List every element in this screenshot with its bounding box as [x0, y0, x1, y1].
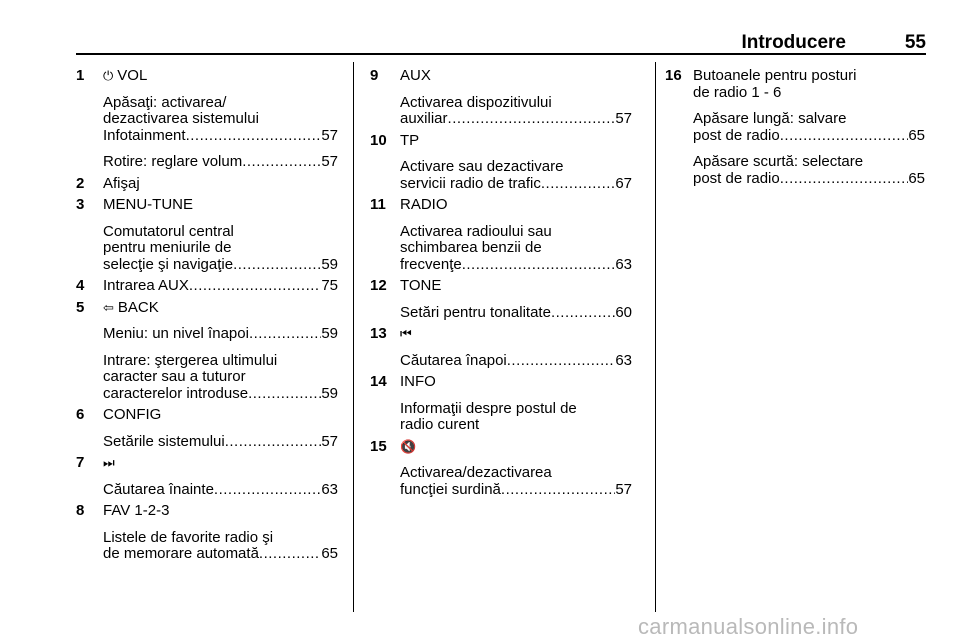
item-description: Căutarea înainte ..... 63 — [103, 482, 338, 499]
page-ref: 57 — [321, 153, 338, 170]
seek-backward-icon: ⏮ — [400, 326, 412, 341]
item-number: 1 — [76, 67, 85, 84]
item-label: Butoanele pentru posturi — [693, 67, 857, 84]
list-item — [76, 197, 338, 273]
power-icon: ⏻ — [103, 68, 114, 83]
column-divider — [655, 62, 656, 612]
item-number: 9 — [370, 67, 379, 84]
list-item — [370, 133, 632, 193]
item-label: de radio 1 - 6 — [693, 83, 782, 101]
item-description: Activare sau dezactivare servicii radio de trafic ..... 67 — [400, 159, 632, 192]
item-description: Meniu: un nivel înapoi ..... 59 — [103, 326, 338, 343]
mute-icon: 🔇 — [400, 438, 417, 454]
item-label: FAV 1-2-3 — [103, 502, 170, 519]
item-number: 7 — [76, 454, 85, 471]
item-description: Rotire: reglare volum ..... 57 — [103, 154, 338, 171]
item-number: 3 — [76, 196, 85, 213]
page-ref: 57 — [321, 432, 338, 450]
list-item — [370, 68, 632, 128]
item-description: Apăsare lungă: salvare post de radio ..... 65 — [693, 111, 925, 144]
page-ref: 67 — [615, 174, 632, 192]
item-label: CONFIG — [103, 406, 162, 423]
column-3 — [665, 68, 925, 192]
column-1 — [76, 68, 338, 568]
list-item — [370, 374, 632, 434]
item-number: 2 — [76, 174, 85, 192]
list-item — [370, 326, 632, 369]
page-ref: 75 — [321, 277, 338, 294]
list-item — [76, 407, 338, 450]
item-description: Intrare: ştergerea ultimului caracter sau a tuturor caracterelor introduse ..... 59 — [103, 353, 338, 403]
page-header — [76, 32, 926, 53]
item-description: Informaţii despre postul de radio curent — [400, 399, 577, 433]
item-number: 12 — [370, 277, 387, 294]
list-item — [76, 68, 338, 171]
watermark: carmanualsonline.info — [638, 614, 859, 639]
item-label: MENU-TUNE — [103, 196, 193, 213]
list-item — [665, 68, 925, 187]
item-label: ⏻ VOL — [103, 67, 148, 84]
seek-forward-icon: ⏭ — [103, 455, 115, 470]
item-label: TONE — [400, 277, 442, 294]
item-label: INFO — [400, 373, 436, 390]
item-label — [400, 439, 632, 456]
item-description: Setările sistemului ..... 57 — [103, 434, 338, 451]
list-item — [370, 439, 632, 499]
list-item: 4 Intrarea AUX ..... 75 — [76, 278, 338, 295]
page-ref: 65 — [908, 126, 925, 144]
item-label: Afişaj — [103, 174, 140, 192]
item-number: 13 — [370, 325, 387, 342]
item-description: Activarea radioului sau schimbarea benzii de frecvenţe ..... 63 — [400, 224, 632, 274]
item-label: AUX — [400, 67, 431, 84]
page-ref: 63 — [321, 480, 338, 498]
list-item — [76, 503, 338, 563]
item-description: Apăsaţi: activarea/ dezactivarea sistemului Infotainment ..... 57 — [103, 95, 338, 145]
item-label — [400, 326, 632, 343]
page-ref: 60 — [615, 303, 632, 321]
item-description: Activarea dispozitivului auxiliar ..... 57 — [400, 95, 632, 128]
item-description: Căutarea înapoi ..... 63 — [400, 353, 632, 370]
item-description: Listele de favorite radio şi de memorare automată ..... 65 — [103, 530, 338, 563]
item-number: 10 — [370, 131, 387, 149]
header-divider — [76, 53, 926, 55]
item-number: 15 — [370, 437, 387, 455]
item-number: 14 — [370, 373, 387, 390]
item-description: Activarea/dezactivarea funcţiei surdină ..... 57 — [400, 465, 632, 498]
item-number: 6 — [76, 406, 85, 423]
item-number: 8 — [76, 502, 85, 519]
item-description: Apăsare scurtă: selectare post de radio ..... 65 — [693, 154, 925, 187]
page-ref: 65 — [908, 169, 925, 187]
page-title: Introducere — [741, 32, 846, 53]
item-label: ⇦ BACK — [103, 298, 159, 316]
list-item — [76, 176, 338, 193]
list-item — [76, 455, 338, 498]
list-item — [76, 300, 338, 403]
back-arrow-icon: ⇦ — [103, 299, 114, 315]
page-ref: 59 — [321, 325, 338, 342]
item-number: 5 — [76, 298, 85, 316]
item-number: 4 — [76, 277, 85, 294]
page-ref: 57 — [615, 480, 632, 498]
page-ref: 57 — [615, 110, 632, 127]
item-description: Comutatorul central pentru meniurile de selecţie şi navigaţie ..... 59 — [103, 224, 338, 274]
item-label — [103, 455, 338, 472]
page-number: 55 — [904, 32, 926, 53]
page-ref: 59 — [321, 384, 338, 402]
item-number: 11 — [370, 196, 386, 213]
list-item — [370, 278, 632, 321]
page-ref: 63 — [615, 255, 632, 273]
page-ref: 65 — [321, 545, 338, 562]
item-number: 16 — [665, 67, 682, 84]
column-2 — [370, 68, 632, 503]
item-label: RADIO — [400, 196, 448, 213]
page-ref: 57 — [321, 126, 338, 144]
column-divider — [353, 62, 354, 612]
page-ref: 63 — [615, 351, 632, 369]
list-item — [370, 197, 632, 273]
item-label: TP — [400, 131, 420, 149]
page-ref: 59 — [321, 255, 338, 273]
item-description: Setări pentru tonalitate ..... 60 — [400, 305, 632, 322]
